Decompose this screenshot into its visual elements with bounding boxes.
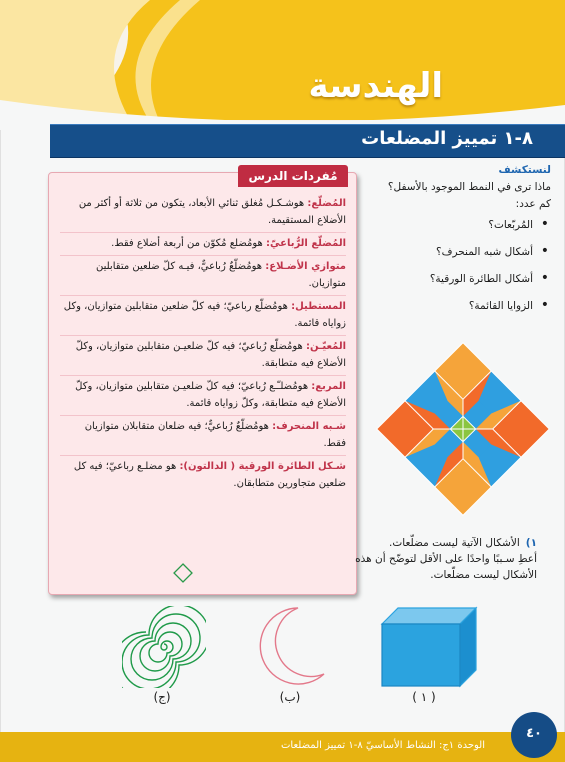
question-line-1: الأشكال الآتية ليست مضلّعات. <box>389 537 520 549</box>
list-item: • أشكال الطائرة الورقية؟ <box>361 271 551 288</box>
count-label: كم عدد: <box>515 198 551 210</box>
crescent-shape <box>250 604 340 686</box>
count-list <box>361 217 551 315</box>
definition: هومُضلّع رُباعيّ؛ فيه كلّ ضلعيـن متقابلين متوازيان، وكلّ الأضلاع فيه متطابقة. <box>75 341 346 369</box>
vocab-entry-quadrilateral <box>60 235 346 256</box>
list-item: • أشكال شبه المنحرف؟ <box>361 244 551 261</box>
question-1 <box>337 535 537 583</box>
explore-question: ماذا ترى في النمط الموجود بالأسفل؟ <box>387 181 551 193</box>
list-item: • الزوايا القائمة؟ <box>361 298 551 315</box>
page-number: ٤٠ <box>511 712 557 758</box>
tile-pattern-image <box>376 342 550 516</box>
vocabulary-list <box>60 195 346 497</box>
definition: هومُضلّعٌ رُباعيٌّ، فيـه كلّ ضلعين متقابلين متوازيان. <box>95 261 346 289</box>
chapter-banner <box>0 0 565 130</box>
spiral-shape <box>122 606 206 688</box>
lesson-title: ٨-١ تمييز المضلعات <box>361 128 533 149</box>
term: المُعيّـن: <box>305 341 346 352</box>
vocab-entry-parallelogram <box>60 258 346 296</box>
vocab-entry-trapezoid <box>60 418 346 456</box>
definition: هومُضلع مُكوّن من أربعة أضلاع فقط. <box>111 238 266 249</box>
vocabulary-box <box>48 169 357 595</box>
cube-shape <box>380 606 480 688</box>
term: المُضلّع الرُّباعيّ: <box>266 238 346 249</box>
explore-section <box>361 162 551 325</box>
definition: هومُضلّع رباعيّ؛ فيه كلّ ضلعين متقابلين متوازيان، وكل زواياه قائمة. <box>63 301 346 329</box>
vocabulary-heading: مُفردات الدرس <box>238 165 348 187</box>
explore-label: لنستكشف <box>498 164 551 176</box>
definition: هومُضلـّـع رُباعيّ؛ فيه كلّ ضلعيـن متقابلين متوازيان، وكلّ الأضلاع فيه متطابقة، وكلّ زواياه قائمة. <box>75 381 346 409</box>
question-number: ١) <box>525 537 537 549</box>
definition: هو مضلـع رباعيّ؛ فيه كل ضلعين متجاورين متطابقان. <box>73 461 346 489</box>
lesson-title-bar <box>50 124 565 158</box>
term: المربع: <box>311 381 346 392</box>
kite-diagram-icon <box>173 563 193 583</box>
question-line-2: أعطِ سـببًا واحدًا على الأقل لتوضّح أن هذه الأشكال ليست مضلّعات. <box>355 553 537 581</box>
term: المستطيل: <box>291 301 346 312</box>
list-item: • المُربّعات؟ <box>361 217 551 234</box>
vocab-entry-kite <box>60 458 346 495</box>
term: شـبه المنحرف: <box>272 421 346 432</box>
vocab-entry-rectangle <box>60 298 346 336</box>
definition: هوشـكـل مُغلق ثنائي الأبعاد، يتكون من ثلاثة أو أكثر من الأضلاع المستقيمة. <box>78 198 346 226</box>
term: متوازي الأضـلاع: <box>265 261 346 272</box>
shape-label-c: (ج) <box>153 690 171 704</box>
chapter-title: الهندسة <box>308 66 443 106</box>
vocab-entry-polygon <box>60 195 346 233</box>
footer-text: الوحدة ١ج: النشاط الأساسيّ ٨-١ تمييز المضلعات <box>281 740 485 751</box>
term: المُضلّع: <box>307 198 346 209</box>
definition: هومُضلّعٌ رُباعيٌّ؛ فيه ضلعان متقابلان متوازيان فقط. <box>84 421 346 449</box>
shape-label-a: ( ١ ) <box>412 690 436 704</box>
vocab-entry-square <box>60 378 346 416</box>
term: شـكل الطائرة الورقية ( الدالتون): <box>179 461 346 472</box>
footer-bar <box>0 732 565 762</box>
shape-label-b: (ب) <box>279 690 301 704</box>
vocab-entry-rhombus <box>60 338 346 376</box>
